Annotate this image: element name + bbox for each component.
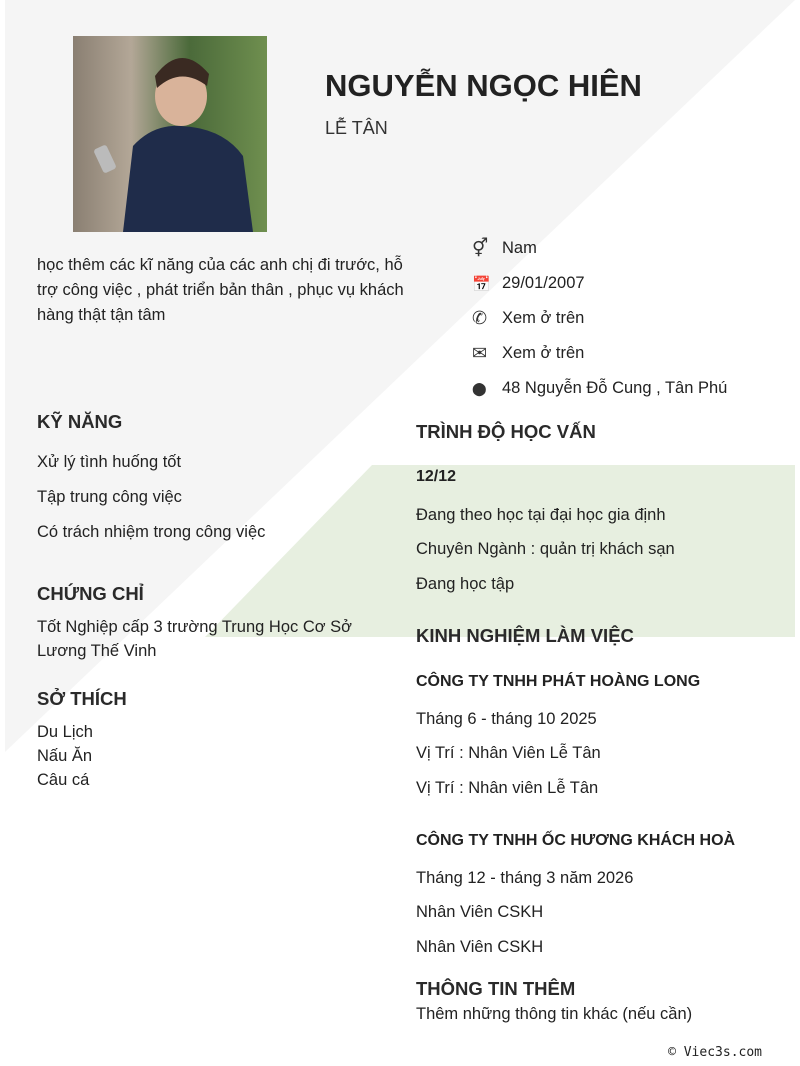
certs-heading: CHỨNG CHỈ [37,583,144,604]
education-item: Đang học tập [416,575,515,593]
phone-icon: ✆ [472,308,488,328]
skill-item: Xử lý tình huống tốt [37,453,182,471]
gender-icon: ⚥ [472,238,489,258]
experience-heading: KINH NGHIỆM LÀM VIỆC [416,625,634,646]
cert-item: Tốt Nghiệp cấp 3 trường Trung Học Cơ Sở Lương Thế Vinh [37,618,352,660]
personal-info [472,231,727,406]
info-gender: ⚥ Nam [472,238,537,258]
footer-watermark: © Viec3s.com [668,1045,762,1060]
extra-info-text: Thêm những thông tin khác (nếu cần) [416,1005,693,1023]
education-heading: TRÌNH ĐỘ HỌC VẤN [416,421,596,442]
info-address: ⬤ 48 Nguyễn Đỗ Cung , Tân Phú [472,379,728,397]
profile-photo [73,36,267,232]
skills-heading: KỸ NĂNG [37,411,123,432]
email-icon: ✉ [472,343,488,363]
hobby-item: Du Lịch [37,723,93,741]
hobbies-heading: SỞ THÍCH [37,688,127,709]
company-name: CÔNG TY TNHH ỐC HƯƠNG KHÁCH HOÀ [416,832,736,849]
skill-item: Có trách nhiệm trong công việc [37,523,266,541]
job-line: Vị Trí : Nhân Viên Lễ Tân [416,744,601,762]
candidate-name: NGUYỄN NGỌC HIÊN [325,68,642,103]
hobby-item: Nấu Ăn [37,747,93,765]
job-line: Tháng 12 - tháng 3 năm 2026 [416,869,634,887]
info-birthdate: 📅 29/01/2007 [472,274,585,293]
hobby-item: Câu cá [37,771,90,789]
info-email: ✉ Xem ở trên [472,343,585,363]
skill-item: Tập trung công việc [37,488,182,506]
education-item: Chuyên Ngành : quản trị khách sạn [416,540,675,558]
job-line: Nhân Viên CSKH [416,903,544,921]
calendar-icon: 📅 [472,275,491,293]
job-line: Vị Trí : Nhân viên Lễ Tân [416,779,599,797]
job-line: Tháng 6 - tháng 10 2025 [416,710,597,728]
info-phone: ✆ Xem ở trên [472,308,585,328]
job-line: Nhân Viên CSKH [416,938,544,956]
extra-info-heading: THÔNG TIN THÊM [416,978,576,999]
location-icon: ⬤ [472,380,487,396]
career-objective: học thêm các kĩ năng của các anh chị đi trước, hỗ trợ công việc , phát triển bản thân , phục vụ khách hàng thật tận tâm [37,256,404,324]
candidate-role: LỄ TÂN [325,118,388,138]
company-name: CÔNG TY TNHH PHÁT HOÀNG LONG [416,673,701,690]
education-grade: 12/12 [416,468,457,485]
education-item: Đang theo học tại đại học gia định [416,506,666,524]
